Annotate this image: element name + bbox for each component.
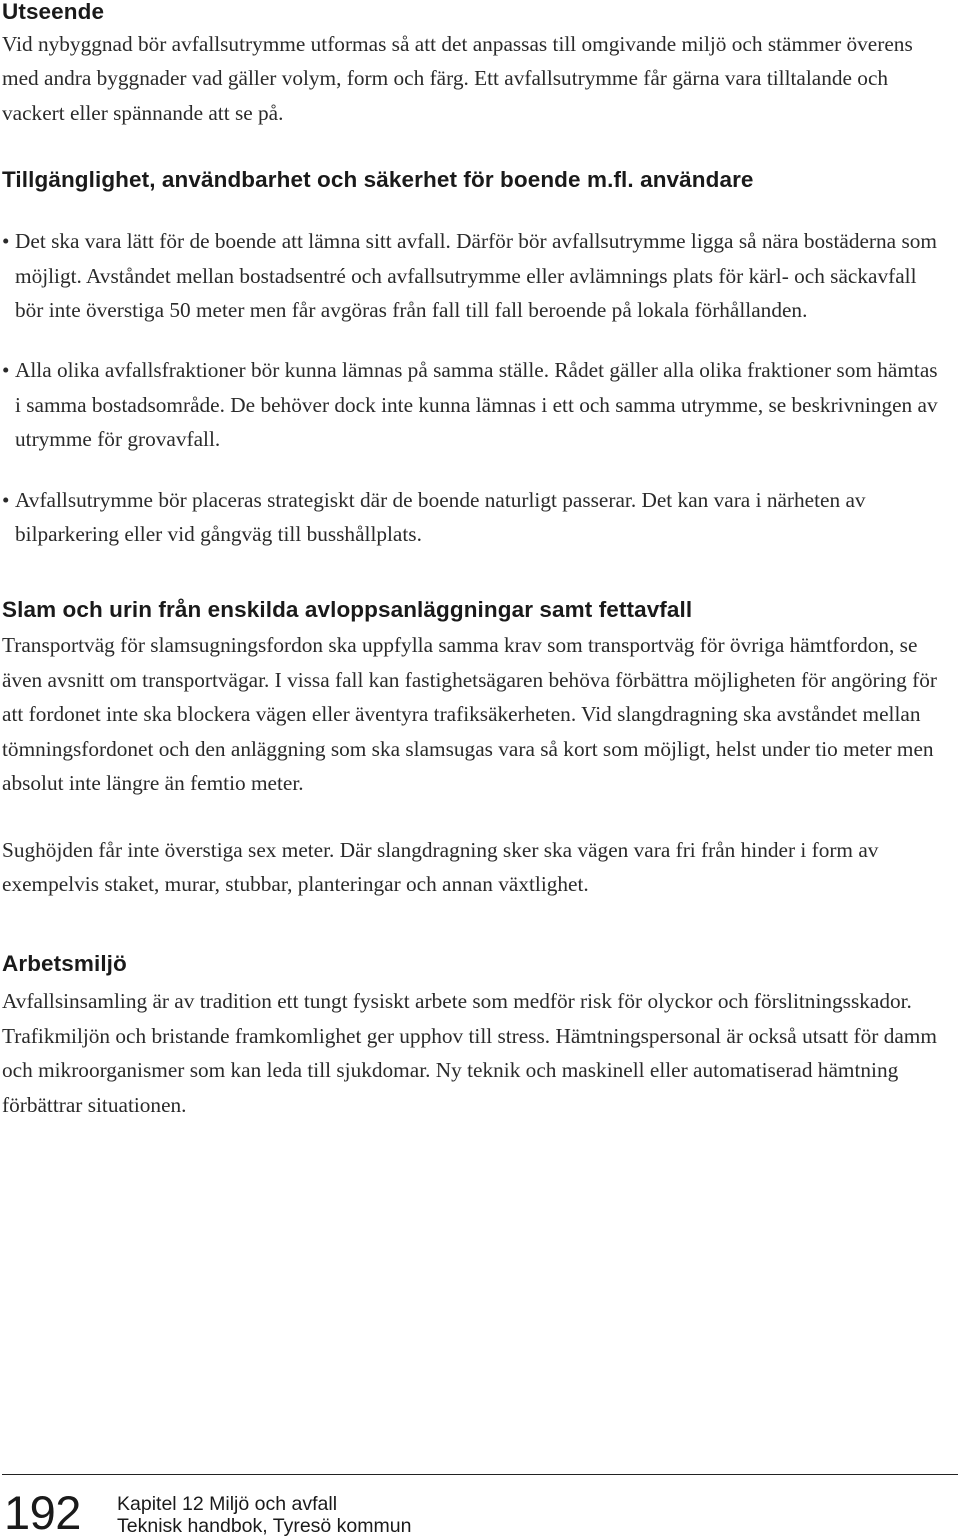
footer-chapter: Kapitel 12 Miljö och avfall <box>117 1493 338 1515</box>
heading-arbetsmiljo: Arbetsmiljö <box>2 951 127 977</box>
footer-publication: Teknisk handbok, Tyresö kommun <box>117 1515 412 1537</box>
bullet-marker: • <box>2 487 10 512</box>
bullet-list-tillganglighet <box>2 224 938 551</box>
bullet-text: Det ska vara lätt för de boende att lämna sitt avfall. Därför bör avfallsutrymme ligga så nära bostäderna som möjligt. Avståndet mellan bostadsentré och avfallsutrymme eller avlämnings plats för kärl- och säckavfall bör inte överstiga 50 meter men får avgöras från fall till fall beroende på lokala förhållanden. <box>15 229 937 323</box>
heading-utseende: Utseende <box>2 0 105 24</box>
page-number: 192 <box>4 1486 81 1539</box>
bullet-item <box>2 353 938 456</box>
bullet-text: Alla olika avfallsfraktioner bör kunna lämnas på samma ställe. Rådet gäller alla olika fraktioner som hämtas i samma bostadsområde. De behöver dock inte kunna lämnas i ett och samma utrymme, se beskrivningen av utrymme för grovavfall. <box>15 358 938 452</box>
footer-text <box>117 1493 411 1537</box>
paragraph-utseende: Vid nybyggnad bör avfallsutrymme utformas så att det anpassas till omgivande miljö och stämmer överens med andra byggnader vad gäller volym, form och färg. Ett avfallsutrymme får gärna vara tilltalande och vackert eller spännande att se på. <box>2 32 913 125</box>
heading-slam: Slam och urin från enskilda avloppsanläggningar samt fettavfall <box>2 597 693 623</box>
bullet-item <box>2 224 938 327</box>
bullet-marker: • <box>2 229 10 254</box>
page-content <box>2 0 938 1122</box>
bullet-marker: • <box>2 358 10 383</box>
footer-divider <box>2 1474 958 1475</box>
bullet-text: Avfallsutrymme bör placeras strategiskt där de boende naturligt passerar. Det kan vara i närheten av bilparkering eller vid gångväg till busshållplats. <box>15 487 866 547</box>
heading-tillganglighet: Tillgänglighet, användbarhet och säkerhet för boende m.fl. användare <box>2 167 754 193</box>
paragraph-slam-transport: Transportväg för slamsugningsfordon ska uppfylla samma krav som transportväg för övriga hämtfordon, se även avsnitt om transportvägar. I vissa fall kan fastighetsägaren behöva förbättra möjligheten för angöring för att fordonet inte ska blockera vägen eller äventyra trafiksäkerheten. Vid slangdragning ska avståndet mellan tömningsfordonet och den anläggning som ska slamsugas vara så kort som möjligt, helst under tio meter men absolut inte längre än femtio meter. <box>2 633 937 796</box>
bullet-item <box>2 483 938 552</box>
paragraph-arbetsmiljo: Avfallsinsamling är av tradition ett tungt fysiskt arbete som medför risk för olyckor och förslitningsskador. Trafikmiljön och bristande framkomlighet ger upphov till stress. Hämtningspersonal är också utsatt för damm och mikroorganismer som kan leda till sjukdomar. Ny teknik och maskinell eller automatiserad hämtning förbättrar situationen. <box>2 989 937 1117</box>
paragraph-slam-sughojd: Sughöjden får inte överstiga sex meter. Där slangdragning sker ska vägen vara fri från hinder i form av exempelvis staket, murar, stubbar, planteringar och annan växtlighet. <box>2 837 879 896</box>
